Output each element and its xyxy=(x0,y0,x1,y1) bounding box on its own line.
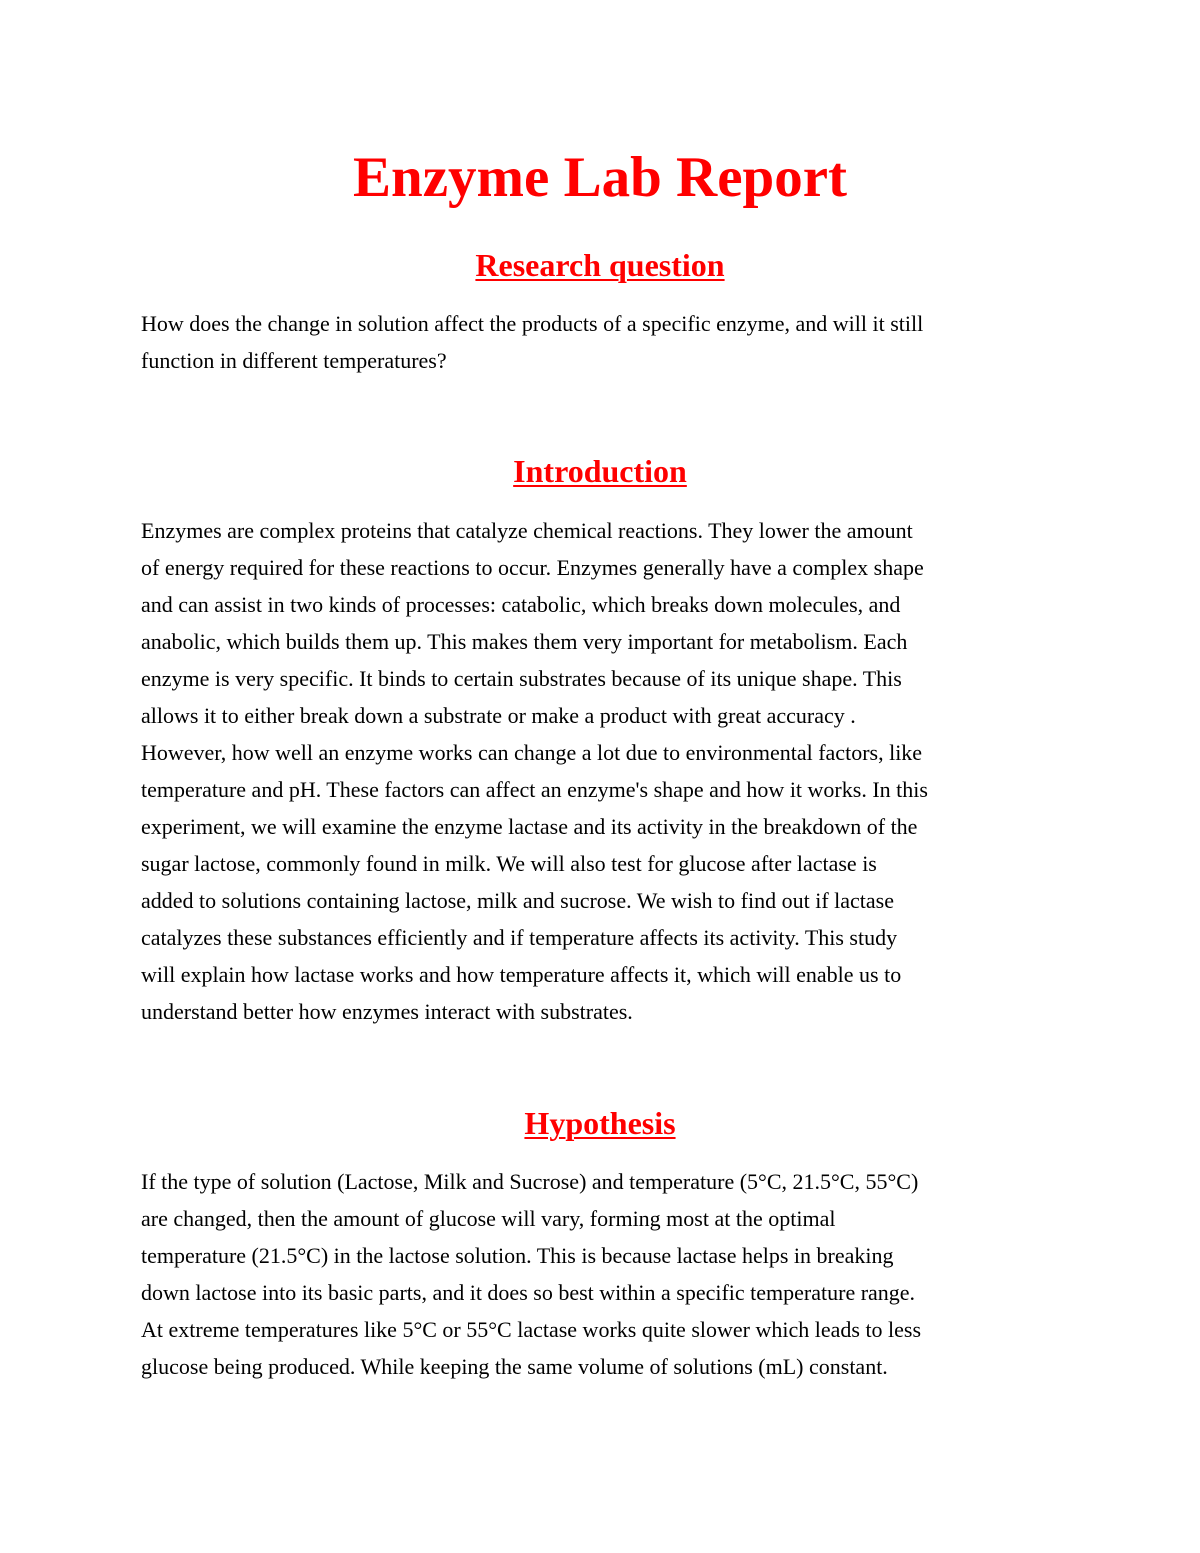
paragraph-line: will explain how lactase works and how temperature affects it, which will enable us to xyxy=(141,962,902,987)
paragraph-line: However, how well an enzyme works can change a lot due to environmental factors, like xyxy=(141,740,923,765)
introduction-paragraph xyxy=(141,512,1071,1030)
paragraph-line: enzyme is very specific. It binds to certain substrates because of its unique shape. This xyxy=(141,666,902,691)
paragraph-line: glucose being produced. While keeping the same volume of solutions (mL) constant. xyxy=(141,1354,888,1379)
research-question-paragraph xyxy=(141,305,1071,379)
paragraph-line: allows it to either break down a substrate or make a product with great accuracy . xyxy=(141,703,856,728)
paragraph-line: and can assist in two kinds of processes: catabolic, which breaks down molecules, and xyxy=(141,592,901,617)
paragraph-line: At extreme temperatures like 5°C or 55°C lactase works quite slower which leads to less xyxy=(141,1317,922,1342)
document-title: Enzyme Lab Report xyxy=(353,146,847,209)
section-heading-introduction: Introduction xyxy=(513,453,687,489)
section-heading-hypothesis: Hypothesis xyxy=(524,1105,676,1141)
paragraph-line: function in different temperatures? xyxy=(141,348,447,373)
hypothesis-paragraph xyxy=(141,1163,1071,1385)
paragraph-line: understand better how enzymes interact with substrates. xyxy=(141,999,633,1024)
paragraph-line: are changed, then the amount of glucose will vary, forming most at the optimal xyxy=(141,1206,836,1231)
section-heading-research-question: Research question xyxy=(475,247,725,283)
paragraph-line: How does the change in solution affect the products of a specific enzyme, and will it still xyxy=(141,311,924,336)
paragraph-line: Enzymes are complex proteins that catalyze chemical reactions. They lower the amount xyxy=(141,518,913,543)
paragraph-line: sugar lactose, commonly found in milk. We will also test for glucose after lactase is xyxy=(141,851,877,876)
paragraph-line: anabolic, which builds them up. This makes them very important for metabolism. Each xyxy=(141,629,908,654)
paragraph-line: down lactose into its basic parts, and it does so best within a specific temperature range. xyxy=(141,1280,916,1305)
paragraph-line: temperature and pH. These factors can affect an enzyme's shape and how it works. In this xyxy=(141,777,928,802)
paragraph-line: of energy required for these reactions to occur. Enzymes generally have a complex shape xyxy=(141,555,924,580)
paragraph-line: added to solutions containing lactose, milk and sucrose. We wish to find out if lactase xyxy=(141,888,895,913)
paragraph-line: catalyzes these substances efficiently and if temperature affects its activity. This study xyxy=(141,925,898,950)
paragraph-line: If the type of solution (Lactose, Milk and Sucrose) and temperature (5°C, 21.5°C, 55°C) xyxy=(141,1169,919,1194)
paragraph-line: experiment, we will examine the enzyme lactase and its activity in the breakdown of the xyxy=(141,814,918,839)
paragraph-line: temperature (21.5°C) in the lactose solution. This is because lactase helps in breaking xyxy=(141,1243,894,1268)
